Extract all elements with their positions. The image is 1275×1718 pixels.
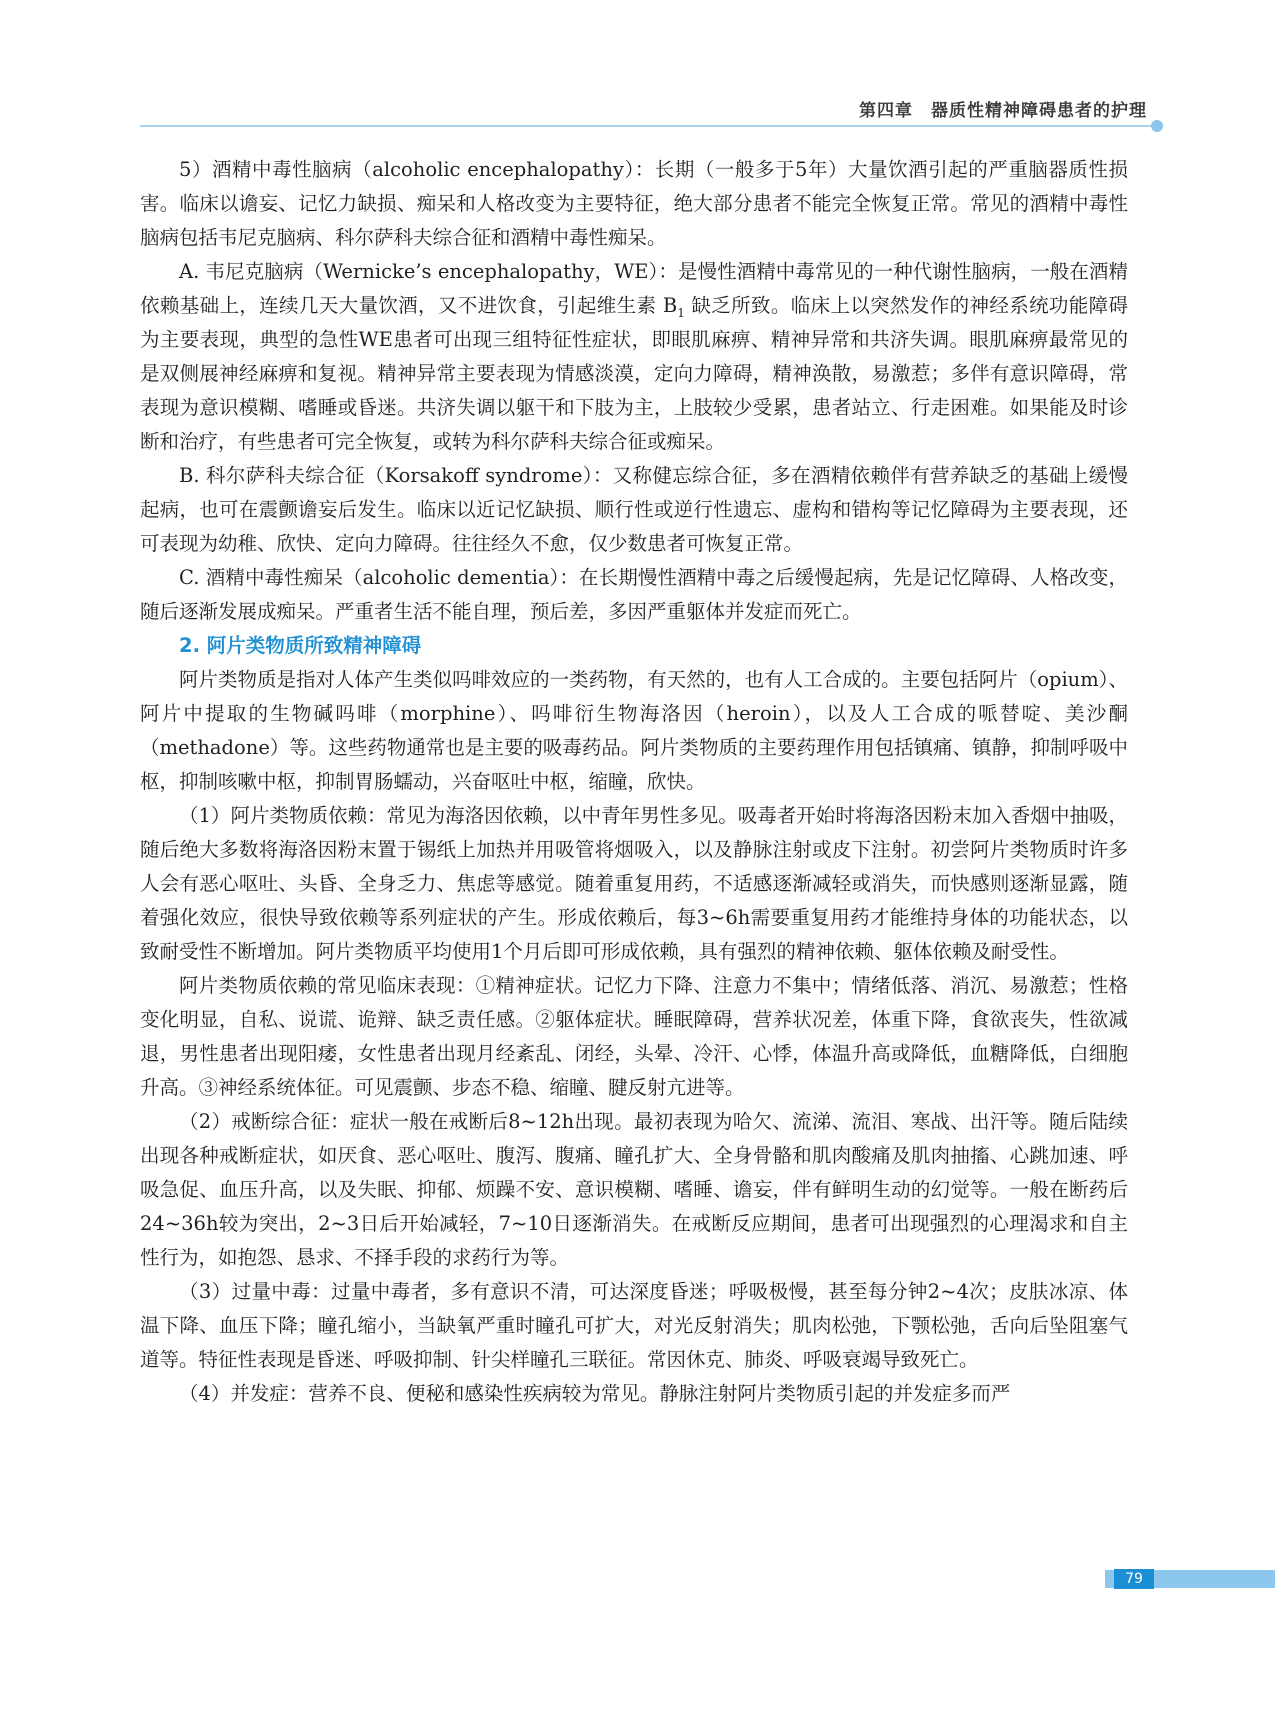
page-number: 79 [1114, 1569, 1154, 1589]
paragraph-wernicke [140, 255, 1128, 459]
paragraph-korsakoff: B. 科尔萨科夫综合征（Korsakoff syndrome）：又称健忘综合征，多在酒精依赖伴有营养缺乏的基础上缓慢起病，也可在震颤谵妄后发生。临床以近记忆缺损、顺行性或逆行性遗忘、虚构和错构等记忆障碍为主要表现，还可表现为幼稚、欣快、定向力障碍。往往经久不愈，仅少数患者可恢复正常。 [140, 464, 1128, 555]
paragraph-clinical-manifestations: 阿片类物质依赖的常见临床表现：①精神症状。记忆力下降、注意力不集中；情绪低落、消沉、易激惹；性格变化明显，自私、说谎、诡辩、缺乏责任感。②躯体症状。睡眠障碍，营养状况差，体重下降，食欲丧失，性欲减退，男性患者出现阳痿，女性患者出现月经紊乱、闭经，头晕、冷汗、心悸，体温升高或降低，血糖降低，白细胞升高。③神经系统体征。可见震颤、步态不稳、缩瞳、腱反射亢进等。 [140, 974, 1128, 1099]
section-heading-opioids: 2. 阿片类物质所致精神障碍 [179, 634, 422, 657]
wernicke-text-a: A. 韦尼克脑病（Wernicke’s encephalopathy，WE）：是慢性酒精中毒常见的一种代谢性脑病，一般在酒精依赖基础上，连续几天大量饮酒，又不进饮食，引起维生素 B [140, 260, 1128, 317]
paragraph-alcoholic-dementia: C. 酒精中毒性痴呆（alcoholic dementia）：在长期慢性酒精中毒之后缓慢起病，先是记忆障碍、人格改变，随后逐渐发展成痴呆。严重者生活不能自理，预后差，多因严重躯体并发症而死亡。 [140, 566, 1128, 623]
running-header [140, 92, 1157, 128]
header-rule [140, 125, 1157, 127]
paragraph-opioids-intro: 阿片类物质是指对人体产生类似吗啡效应的一类药物，有天然的，也有人工合成的。主要包括阿片（opium）、阿片中提取的生物碱吗啡（morphine）、吗啡衍生物海洛因（heroin），以及人工合成的哌替啶、美沙酮（methadone）等。这些药物通常也是主要的吸毒药品。阿片类物质的主要药理作用包括镇痛、镇静，抑制呼吸中枢，抑制咳嗽中枢，抑制胃肠蠕动，兴奋呕吐中枢，缩瞳，欣快。 [140, 668, 1128, 793]
vitamin-b-subscript: 1 [677, 305, 685, 320]
paragraph-overdose: （3）过量中毒：过量中毒者，多有意识不清，可达深度昏迷；呼吸极慢，甚至每分钟2~4次；皮肤冰凉、体温下降、血压下降；瞳孔缩小，当缺氧严重时瞳孔可扩大，对光反射消失；肌肉松弛，下颚松弛，舌向后坠阻塞气道等。特征性表现是昏迷、呼吸抑制、针尖样瞳孔三联征。常因休克、肺炎、呼吸衰竭导致死亡。 [140, 1280, 1128, 1371]
wernicke-text-b: 缺乏所致。临床上以突然发作的神经系统功能障碍为主要表现，典型的急性WE患者可出现三组特征性症状，即眼肌麻痹、精神异常和共济失调。眼肌麻痹最常见的是双侧展神经麻痹和复视。精神异常主要表现为情感淡漠，定向力障碍，精神涣散，易激惹；多伴有意识障碍，常表现为意识模糊、嗜睡或昏迷。共济失调以躯干和下肢为主，上肢较少受累，患者站立、行走困难。如果能及时诊断和治疗，有些患者可完全恢复，或转为科尔萨科夫综合征或痴呆。 [140, 294, 1129, 453]
header-rule-dot [1151, 120, 1163, 132]
paragraph-complications: （4）并发症：营养不良、便秘和感染性疾病较为常见。静脉注射阿片类物质引起的并发症多而严 [179, 1382, 1011, 1405]
paragraph-alcoholic-encephalopathy: 5）酒精中毒性脑病（alcoholic encephalopathy）：长期（一般多于5年）大量饮酒引起的严重脑器质性损害。临床以谵妄、记忆力缺损、痴呆和人格改变为主要特征，绝大部分患者不能完全恢复正常。常见的酒精中毒性脑病包括韦尼克脑病、科尔萨科夫综合征和酒精中毒性痴呆。 [140, 158, 1128, 249]
paragraph-opioid-dependence: （1）阿片类物质依赖：常见为海洛因依赖，以中青年男性多见。吸毒者开始时将海洛因粉末加入香烟中抽吸，随后绝大多数将海洛因粉末置于锡纸上加热并用吸管将烟吸入，以及静脉注射或皮下注射。初尝阿片类物质时许多人会有恶心呕吐、头昏、全身乏力、焦虑等感觉。随着重复用药，不适感逐渐减轻或消失，而快感则逐渐显露，随着强化效应，很快导致依赖等系列症状的产生。形成依赖后，每3~6h需要重复用药才能维持身体的功能状态，以致耐受性不断增加。阿片类物质平均使用1个月后即可形成依赖，具有强烈的精神依赖、躯体依赖及耐受性。 [140, 804, 1128, 963]
paragraph-withdrawal-syndrome: （2）戒断综合征：症状一般在戒断后8~12h出现。最初表现为哈欠、流涕、流泪、寒战、出汗等。随后陆续出现各种戒断症状，如厌食、恶心呕吐、腹泻、腹痛、瞳孔扩大、全身骨骼和肌肉酸痛及肌肉抽搐、心跳加速、呼吸急促、血压升高，以及失眠、抑郁、烦躁不安、意识模糊、嗜睡、谵妄，伴有鲜明生动的幻觉等。一般在断药后24~36h较为突出，2~3日后开始减轻，7~10日逐渐消失。在戒断反应期间，患者可出现强烈的心理渴求和自主性行为，如抱怨、恳求、不择手段的求药行为等。 [140, 1110, 1128, 1269]
page-body [140, 153, 1128, 1411]
chapter-title: 第四章 器质性精神障碍患者的护理 [859, 101, 1147, 121]
